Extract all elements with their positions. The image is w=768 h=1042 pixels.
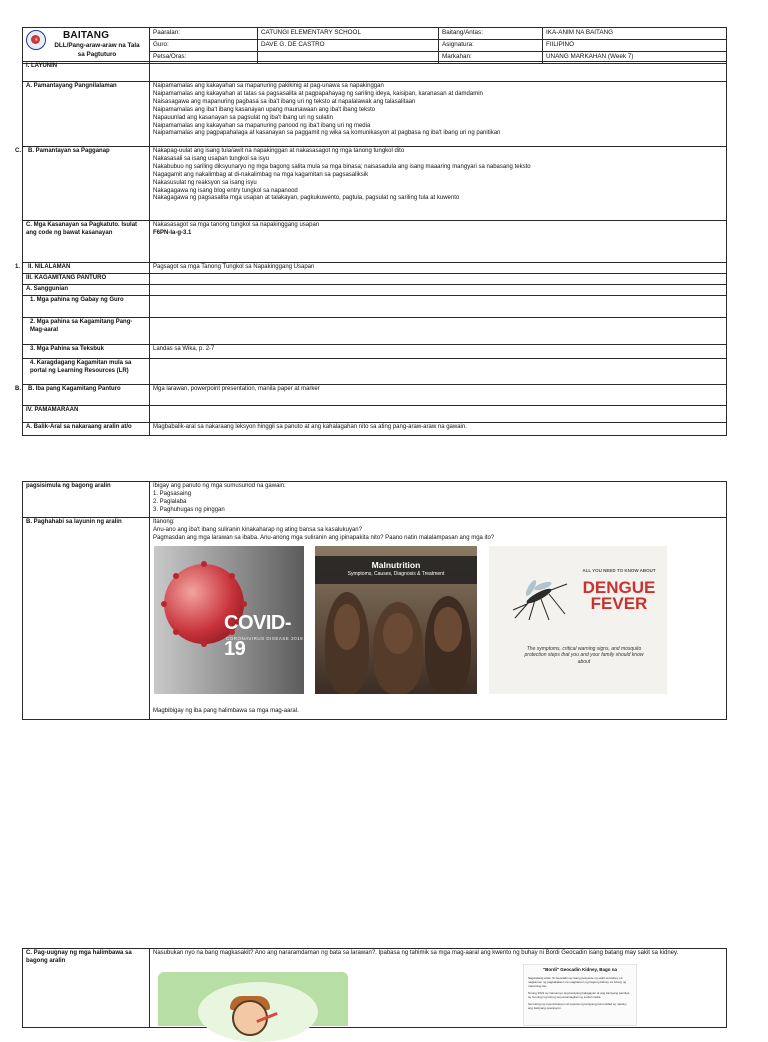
list-item: Nakabubuo ng sariling diksyunaryo ng mga bagong salita mula sa mga binasa; naisasadula ang isang maaaring mangyari sa nabasang teksto [153, 163, 531, 170]
dengue-image [489, 546, 667, 694]
section-layunin: I. LAYUNIN [23, 62, 150, 82]
mosquito-icon [509, 574, 569, 622]
covid-subtitle: CORONAVIRUS DISEASE 2019 [226, 635, 304, 641]
row-marker: C. [15, 148, 21, 154]
list-item: 1. Pagsasaing [153, 490, 192, 497]
list-item: 2. Paglalaba [153, 498, 187, 505]
label-nilalaman: 1. II. NILALAMAN [23, 263, 150, 274]
pag-uugnay-cell [150, 949, 727, 1028]
list-item: Naipamamalas ang kakayahan sa mapanuring panood ng iba't ibang uri ng media [153, 122, 371, 129]
label-gabay-guro: 1. Mga pahina ng Gabay ng Guro [23, 295, 150, 317]
image-row [153, 546, 723, 698]
label-pamamaraan: IV. PAMAMARAAN [23, 405, 150, 422]
child-figure [325, 592, 369, 694]
article-paragraph: Sa tulong ng mga donasyon at suporta ng kaniyang komunidad ay natuloy ang kaniyang operasyon. [528, 1002, 627, 1011]
brand-title: BAITANG [63, 30, 110, 41]
header-brand [23, 28, 150, 64]
malnutrition-banner [315, 556, 477, 584]
malnutrition-subtitle: Symptoms, Causes, Diagnosis & Treatment [347, 570, 445, 577]
article-image [523, 964, 637, 1026]
closing-text: Magbibigay ng iba pang halimbawa sa mga mag-aaral. [153, 707, 299, 714]
lesson-plan-table-page3 [22, 948, 727, 1028]
kasanayan-list [150, 221, 727, 263]
competency-code: F6PN-Ia-g-3.1 [153, 229, 192, 236]
dengue-kicker: ALL YOU NEED TO KNOW ABOUT [582, 567, 656, 573]
list-item: Nakagagawa ng pagsasalita mga usapan at talakayan, pagkukuwento, pagtula, pagsulat ng sariling tula at kuwento [153, 195, 460, 202]
label-lr-portal: 4. Karagdagang Kagamitan mula sa portal ng Learning Resources (LR) [23, 358, 150, 384]
label-petsa: Petsa/Oras: [150, 52, 258, 64]
label-kagamitang-mag-aaral: 2. Mga pahina sa Kagamitang Pang-Mag-aaral [23, 317, 150, 344]
malnutrition-image [315, 546, 477, 694]
row-marker: B. [15, 385, 21, 392]
list-item: Napauunlad ang kasanayan sa pagsulat ng iba't ibang uri ng sulatin [153, 114, 333, 121]
value-asignatura: FIILIPINO [543, 40, 727, 52]
label-markahan: Markahan: [439, 52, 543, 64]
article-paragraph: Noong 2021 ay inanunsyo ang kaniyang kalagayan at ang kaniyang pamilya ay humingi ng tulong sa pamamagitan ng social media. [528, 991, 630, 1000]
list-item: Nakapag-uulat ang isang tula/awit na napakinggan at nakasasagot ng mga tanong tungkol dito [153, 148, 405, 154]
list-item: Naipamamalas ang pagpapahalaga at kasanayan sa paggamit ng wika sa komunikasyon at pagbasa ng iba't ibang uri ng panitikan [153, 130, 501, 137]
label-balik-aral: A. Balik-Aral sa nakaraang aralin at/o [23, 422, 150, 435]
label-sanggunian: A. Sanggunian [23, 284, 150, 295]
list-item: Naipamamalas ang iba't ibang kasanayan upang maunawaan ang iba't ibang teksto [153, 106, 376, 113]
value-markahan: UNANG MARKAHAN (Week 7) [543, 52, 727, 64]
label-kasanayan: C. Mga Kasanayan sa Pagkatuto. Isulat ang code ng bawat kasanayan [23, 221, 150, 263]
list-item: Naisasagawa ang mapanuring pagbasa sa iba't ibang uri ng teksto at napalalawak ang talasalitaan [153, 98, 416, 105]
label-paaralan: Paaralan: [150, 28, 258, 40]
value-iba-pang-kagamitan: Mga larawan, powerpoint presentation, manila paper at marker [150, 384, 727, 405]
label-pagsisimula: pagsisimula ng bagong aralin [23, 482, 150, 518]
list-item: 3. Paghuhugas ng pinggan [153, 506, 225, 513]
label-guro: Guro: [150, 40, 258, 52]
list-item: Naipamamalas ang kakayahan sa mapanuring pakikinig at pag-unawa sa napakinggan [153, 83, 384, 89]
child-figure [425, 596, 471, 694]
label-pamantayang-pangnilalaman: A. Pamantayang Pangnilalaman [23, 82, 150, 147]
value-teksbuk: Landas sa Wika, p. 2-7 [150, 344, 727, 358]
list-item: Pagmasdan ang mga larawan sa ibaba. Anu-anong mga suliranin ang ipinapakita nito? Paano natin malalampasan ang mga ito? [153, 534, 495, 541]
value-guro: DAVE G. DE CASTRO [258, 40, 439, 52]
covid-image [154, 546, 304, 694]
list-item: Nagagamit ang nakalimbag at di-nakalimbag na mga kagamitan sa pagsasaliksik [153, 171, 369, 178]
malnutrition-title: Malnutrition [371, 559, 421, 570]
label-baitang: Baitang/Antas: [439, 28, 543, 40]
label-paghahabi: B. Paghahabi sa layunin ng aralin [23, 518, 150, 720]
list-item: Nakagagawa ng isang blog entry tungkol sa napanood [153, 187, 298, 194]
label-asignatura: Asignatura: [439, 40, 543, 52]
value-baitang: IKA-ANIM NA BAITANG [543, 28, 727, 40]
list-item: Naipamamalas ang kakayahan at tatas sa pagsasalita at pagpapahayag ng sariling ideya, kaisipan, karanasan at damdamin [153, 90, 483, 97]
label-pag-uugnay: C. Pag-uugnay ng mga halimbawa sa bagong aralin [23, 949, 150, 1028]
list-item: Ibigay ang panuto ng mga sumusunod na gawain: [153, 483, 286, 489]
pagsisimula-list [150, 482, 727, 518]
list-item: Itanong: [153, 519, 175, 525]
pagganap-list [150, 147, 727, 221]
value-paaralan: CATUNGI ELEMENTARY SCHOOL [258, 28, 439, 40]
dengue-description: The symptoms, critical warning signs, and mosquito protection steps that you and your family should know about [524, 645, 644, 666]
deped-seal-icon: ★ [26, 30, 46, 50]
pag-uugnay-text: Nasubukan nyo na bang magkasakit? Ano ang nararamdaman ng bata sa larawan?. Ipabasa ng tahimik sa mga mag-aaral ang kwento ng buhay ni Bordi Geocadin isang batang may sakit sa kidney. [153, 950, 679, 956]
list-item: Nakasasagot sa mga tanong tungkol sa napakinggang usapan [153, 222, 320, 228]
label-iba-pang-kagamitan: B. B. Iba pang Kagamitang Panturo [23, 384, 150, 405]
lesson-plan-table-page2 [22, 481, 727, 720]
row-marker: 1. [15, 264, 21, 270]
article-paragraph: Sagandang araw, Si Geocadin ay isang pasyente ng sakit sa kidney na nagkaroon ng pagkakataon na magkaroon ng bagong kidney sa tulong ng maraming tao. [528, 975, 627, 989]
sick-child-illustration [158, 972, 348, 1026]
value-nilalaman: Pagsagot sa mga Tanong Tungkol sa Napakinggang Usapan [150, 263, 727, 274]
list-item: Nakasusulat ng reaksyon sa isang isyu [153, 179, 257, 186]
paghahabi-cell [150, 518, 727, 720]
value-balik-aral: Magbabalik-aral sa nakaraang leksyon hinggil sa panuto at ang kahalagahan nito sa ating pang-araw-araw na gawain. [150, 422, 727, 435]
list-item: Nakasasali sa isang usapan tungkol sa isyu [153, 155, 270, 162]
brand-subtitle: DLL/Pang-araw-araw na Tala sa Pagtuturo [54, 42, 140, 58]
covid-title: COVID-19 [224, 611, 291, 661]
pangnilalaman-list [150, 82, 727, 147]
list-item: Anu-ano ang iba't ibang suliranin kinakaharap ng ating bansa sa kasalukuyan? [153, 526, 362, 533]
label-pamantayan-pagganap: C. B. Pamantayan sa Pagganap [23, 147, 150, 221]
child-figure [373, 602, 423, 694]
article-title: "Bordi" Geocadin Kidney, Bago na [543, 967, 617, 972]
lesson-plan-table [15, 61, 727, 436]
header-table [22, 27, 727, 64]
label-teksbuk: 3. Mga Pahina sa Teksbuk [23, 344, 150, 358]
label-kagamitan: III. KAGAMITANG PANTURO [23, 274, 150, 285]
dengue-title: DENGUE FEVER [582, 577, 656, 613]
